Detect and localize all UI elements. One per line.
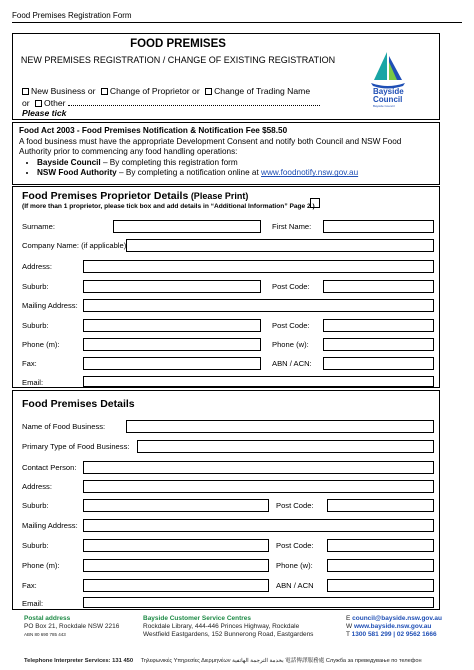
- suburb-input[interactable]: [83, 280, 261, 293]
- mailing-address-input[interactable]: [83, 299, 434, 312]
- footer-contacts: [346, 615, 456, 639]
- new-business-checkbox[interactable]: [22, 88, 29, 95]
- premises-abn-acn-label: ABN / ACN: [276, 581, 314, 590]
- premises-post-code-input[interactable]: [327, 499, 434, 512]
- multiple-proprietors-checkbox[interactable]: [310, 198, 320, 208]
- premises-address-input[interactable]: [83, 480, 434, 493]
- footer-email-prefix: E: [346, 615, 353, 622]
- change-proprietor-label: Change of Proprietor or: [109, 86, 200, 96]
- premises-mailing-address-label: Mailing Address:: [22, 521, 78, 530]
- footer-centres-title: Bayside Customer Service Centres: [143, 615, 252, 622]
- footer-web-prefix: W: [346, 623, 354, 630]
- notice-item-authority-bold: NSW Food Authority: [37, 168, 117, 178]
- mailing-suburb-input[interactable]: [83, 319, 261, 332]
- proprietor-details-section: [12, 186, 440, 388]
- other-label: Other: [44, 98, 66, 108]
- abn-acn-label: ABN / ACN:: [272, 359, 312, 368]
- please-tick-label: Please tick: [22, 108, 67, 118]
- phone-m-label: Phone (m):: [22, 340, 60, 349]
- other-checkbox[interactable]: [35, 100, 42, 107]
- notice-item-council: [37, 158, 433, 169]
- proprietor-title-note: (Please Print): [188, 191, 249, 201]
- footer-centres-line2: Westfield Eastgardens, 152 Bunnerong Road, Eastgardens: [143, 631, 314, 638]
- premises-suburb-label: Suburb:: [22, 501, 49, 510]
- post-code-input[interactable]: [323, 280, 434, 293]
- premises-phone-w-input[interactable]: [327, 559, 434, 572]
- notice-item-council-text: – By completing this registration form: [100, 157, 238, 167]
- abn-acn-input[interactable]: [323, 357, 434, 370]
- primary-type-input[interactable]: [137, 440, 434, 453]
- footer-interpreter-row: [24, 656, 422, 664]
- proprietor-note: (If more than 1 proprietor, please tick box and add details in “Additional Information” Page 2.): [22, 203, 315, 210]
- company-name-label: Company Name: (if applicable): [22, 241, 127, 250]
- email-input[interactable]: [83, 376, 434, 387]
- footer-web-row: [346, 623, 456, 631]
- first-name-label: First Name:: [272, 222, 312, 231]
- contact-person-input[interactable]: [83, 461, 434, 474]
- registration-options-row1: [22, 85, 310, 97]
- proprietor-section-title: [22, 190, 248, 202]
- fax-label: Fax:: [22, 359, 37, 368]
- footer-web-link[interactable]: www.bayside.nsw.gov.au: [353, 623, 432, 630]
- footer-postal-title: Postal address: [24, 615, 71, 622]
- premises-email-label: Email:: [22, 599, 44, 608]
- logo-tagline: Bayside Council: [373, 104, 395, 108]
- logo-sub: Council: [373, 95, 403, 104]
- footer-centres-line1: Rockdale Library, 444-446 Princes Highway, Rockdale: [143, 623, 300, 630]
- premises-email-input[interactable]: [83, 597, 434, 608]
- premises-fax-label: Fax:: [22, 581, 37, 590]
- premises-mailing-address-input[interactable]: [83, 519, 434, 532]
- business-name-input[interactable]: [126, 420, 434, 433]
- contact-person-label: Contact Person:: [22, 463, 77, 472]
- notice-body: A food business must have the appropriate Development Consent and notify both Council and NSW Food Authority prior to commencing any food handling operations:: [19, 136, 402, 157]
- phone-w-input[interactable]: [323, 338, 434, 351]
- proprietor-title-text: Food Premises Proprietor Details: [22, 190, 189, 202]
- footer-email-link[interactable]: council@bayside.nsw.gov.au: [352, 615, 442, 622]
- footer-postal-line2: ABN 80 690 785 443: [24, 632, 66, 637]
- mailing-post-code-label: Post Code:: [272, 321, 310, 330]
- premises-mailing-suburb-label: Suburb:: [22, 541, 49, 550]
- notice-item-council-bold: Bayside Council: [37, 157, 101, 167]
- page-subtitle: NEW PREMISES REGISTRATION / CHANGE OF EXISTING REGISTRATION: [20, 55, 336, 65]
- phone-m-input[interactable]: [83, 338, 261, 351]
- footer-phone: 1300 581 299 | 02 9562 1666: [351, 631, 437, 638]
- company-name-input[interactable]: [126, 239, 434, 252]
- fax-input[interactable]: [83, 357, 261, 370]
- surname-label: Surname:: [22, 222, 55, 231]
- premises-section-title: Food Premises Details: [22, 398, 135, 410]
- footer-postal-line1: PO Box 21, Rockdale NSW 2216: [24, 623, 120, 630]
- form-header-title: Food Premises Registration Form: [12, 11, 132, 20]
- premises-mailing-post-code-label: Post Code:: [276, 541, 314, 550]
- registration-options-row2: [22, 97, 320, 109]
- mailing-suburb-label: Suburb:: [22, 321, 49, 330]
- footer-postal: [24, 615, 134, 639]
- footer-phone-row: [346, 631, 456, 639]
- foodnotify-link[interactable]: www.foodnotify.nsw.gov.au: [261, 168, 359, 178]
- primary-type-label: Primary Type of Food Business:: [22, 442, 130, 451]
- bayside-council-logo: [365, 50, 417, 110]
- or-label: or: [22, 98, 30, 108]
- logo-name: Bayside: [373, 87, 404, 96]
- notice-item-food-authority: [37, 168, 433, 179]
- premises-mailing-post-code-input[interactable]: [327, 539, 434, 552]
- change-proprietor-checkbox[interactable]: [101, 88, 108, 95]
- mailing-address-label: Mailing Address:: [22, 301, 78, 310]
- footer-phone-prefix: T: [346, 631, 352, 638]
- post-code-label: Post Code:: [272, 282, 310, 291]
- other-specify-field[interactable]: [68, 105, 320, 106]
- food-act-notice: [12, 122, 440, 185]
- premises-phone-w-label: Phone (w):: [276, 561, 313, 570]
- notice-list: [37, 158, 433, 179]
- address-label: Address:: [22, 262, 52, 271]
- notice-heading: Food Act 2003 - Food Premises Notification & Notification Fee $58.50: [19, 126, 288, 135]
- business-name-label: Name of Food Business:: [22, 422, 106, 431]
- email-label: Email:: [22, 378, 44, 387]
- premises-address-label: Address:: [22, 482, 52, 491]
- header-divider: [12, 22, 462, 23]
- premises-fax-input[interactable]: [83, 579, 269, 592]
- footer-interpreter-label: Telephone Interpreter Services: 131 450: [24, 658, 134, 664]
- suburb-label: Suburb:: [22, 282, 49, 291]
- premises-details-section: [12, 390, 440, 610]
- footer-email-row: [346, 615, 456, 623]
- premises-mailing-suburb-input[interactable]: [83, 539, 269, 552]
- premises-suburb-input[interactable]: [83, 499, 269, 512]
- first-name-input[interactable]: [323, 220, 434, 233]
- premises-abn-acn-input[interactable]: [327, 579, 434, 592]
- phone-w-label: Phone (w):: [272, 340, 309, 349]
- premises-post-code-label: Post Code:: [276, 501, 314, 510]
- mailing-post-code-input[interactable]: [323, 319, 434, 332]
- page-title: FOOD PREMISES: [130, 38, 226, 50]
- title-box: [12, 33, 440, 120]
- premises-phone-m-input[interactable]: [83, 559, 269, 572]
- address-input[interactable]: [83, 260, 434, 273]
- footer-centres: [143, 615, 343, 639]
- notice-item-authority-text: – By completing a notification online at: [116, 168, 262, 178]
- change-trading-name-checkbox[interactable]: [205, 88, 212, 95]
- change-trading-name-label: Change of Trading Name: [214, 86, 311, 96]
- new-business-label: New Business or: [31, 86, 96, 96]
- surname-input[interactable]: [113, 220, 261, 233]
- premises-phone-m-label: Phone (m):: [22, 561, 60, 570]
- footer-languages: Τηλεφωνικές Υπηρεσίες Διερμηνέων بخدمة الترجمة الهاتفية 電話傳譯服務處 Служба за преведување по телефон: [140, 658, 422, 664]
